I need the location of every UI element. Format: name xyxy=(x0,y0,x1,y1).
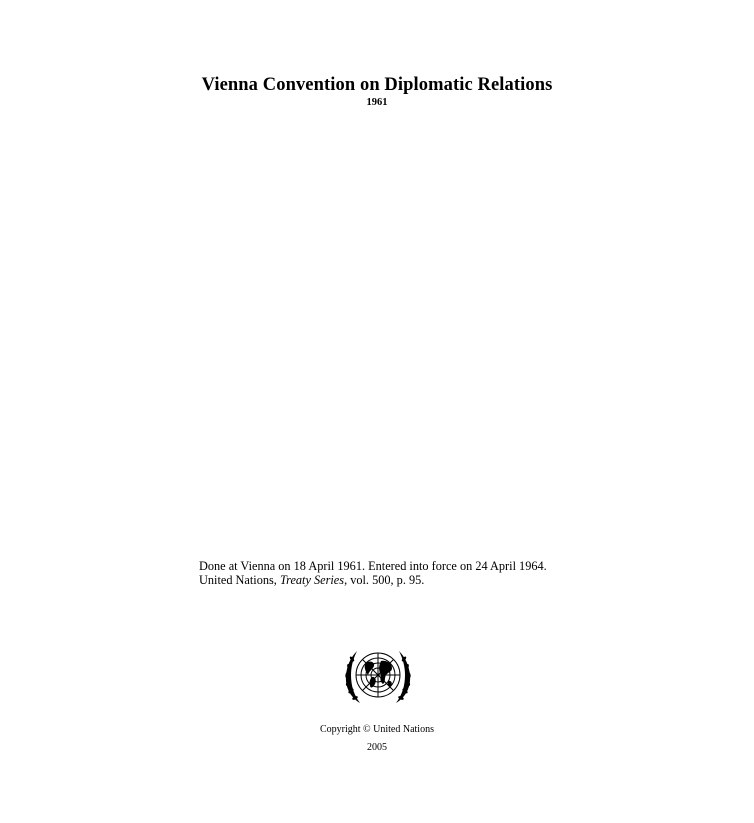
treaty-note-line-2 xyxy=(199,574,547,588)
citation-suffix: , vol. 500, p. 95. xyxy=(344,572,425,587)
copyright-year: 2005 xyxy=(367,742,387,753)
citation-series: Treaty Series xyxy=(279,572,345,587)
document-year: 1961 xyxy=(366,97,388,108)
document-title: Vienna Convention on Diplomatic Relations xyxy=(201,75,553,95)
treaty-note xyxy=(199,560,547,587)
treaty-note-line-1: Done at Vienna on 18 April 1961. Entered into force on 24 April 1964. xyxy=(199,559,547,573)
copyright-notice: Copyright © United Nations xyxy=(320,724,434,735)
citation-prefix: United Nations, xyxy=(199,572,280,587)
united-nations-emblem-icon xyxy=(342,645,414,707)
